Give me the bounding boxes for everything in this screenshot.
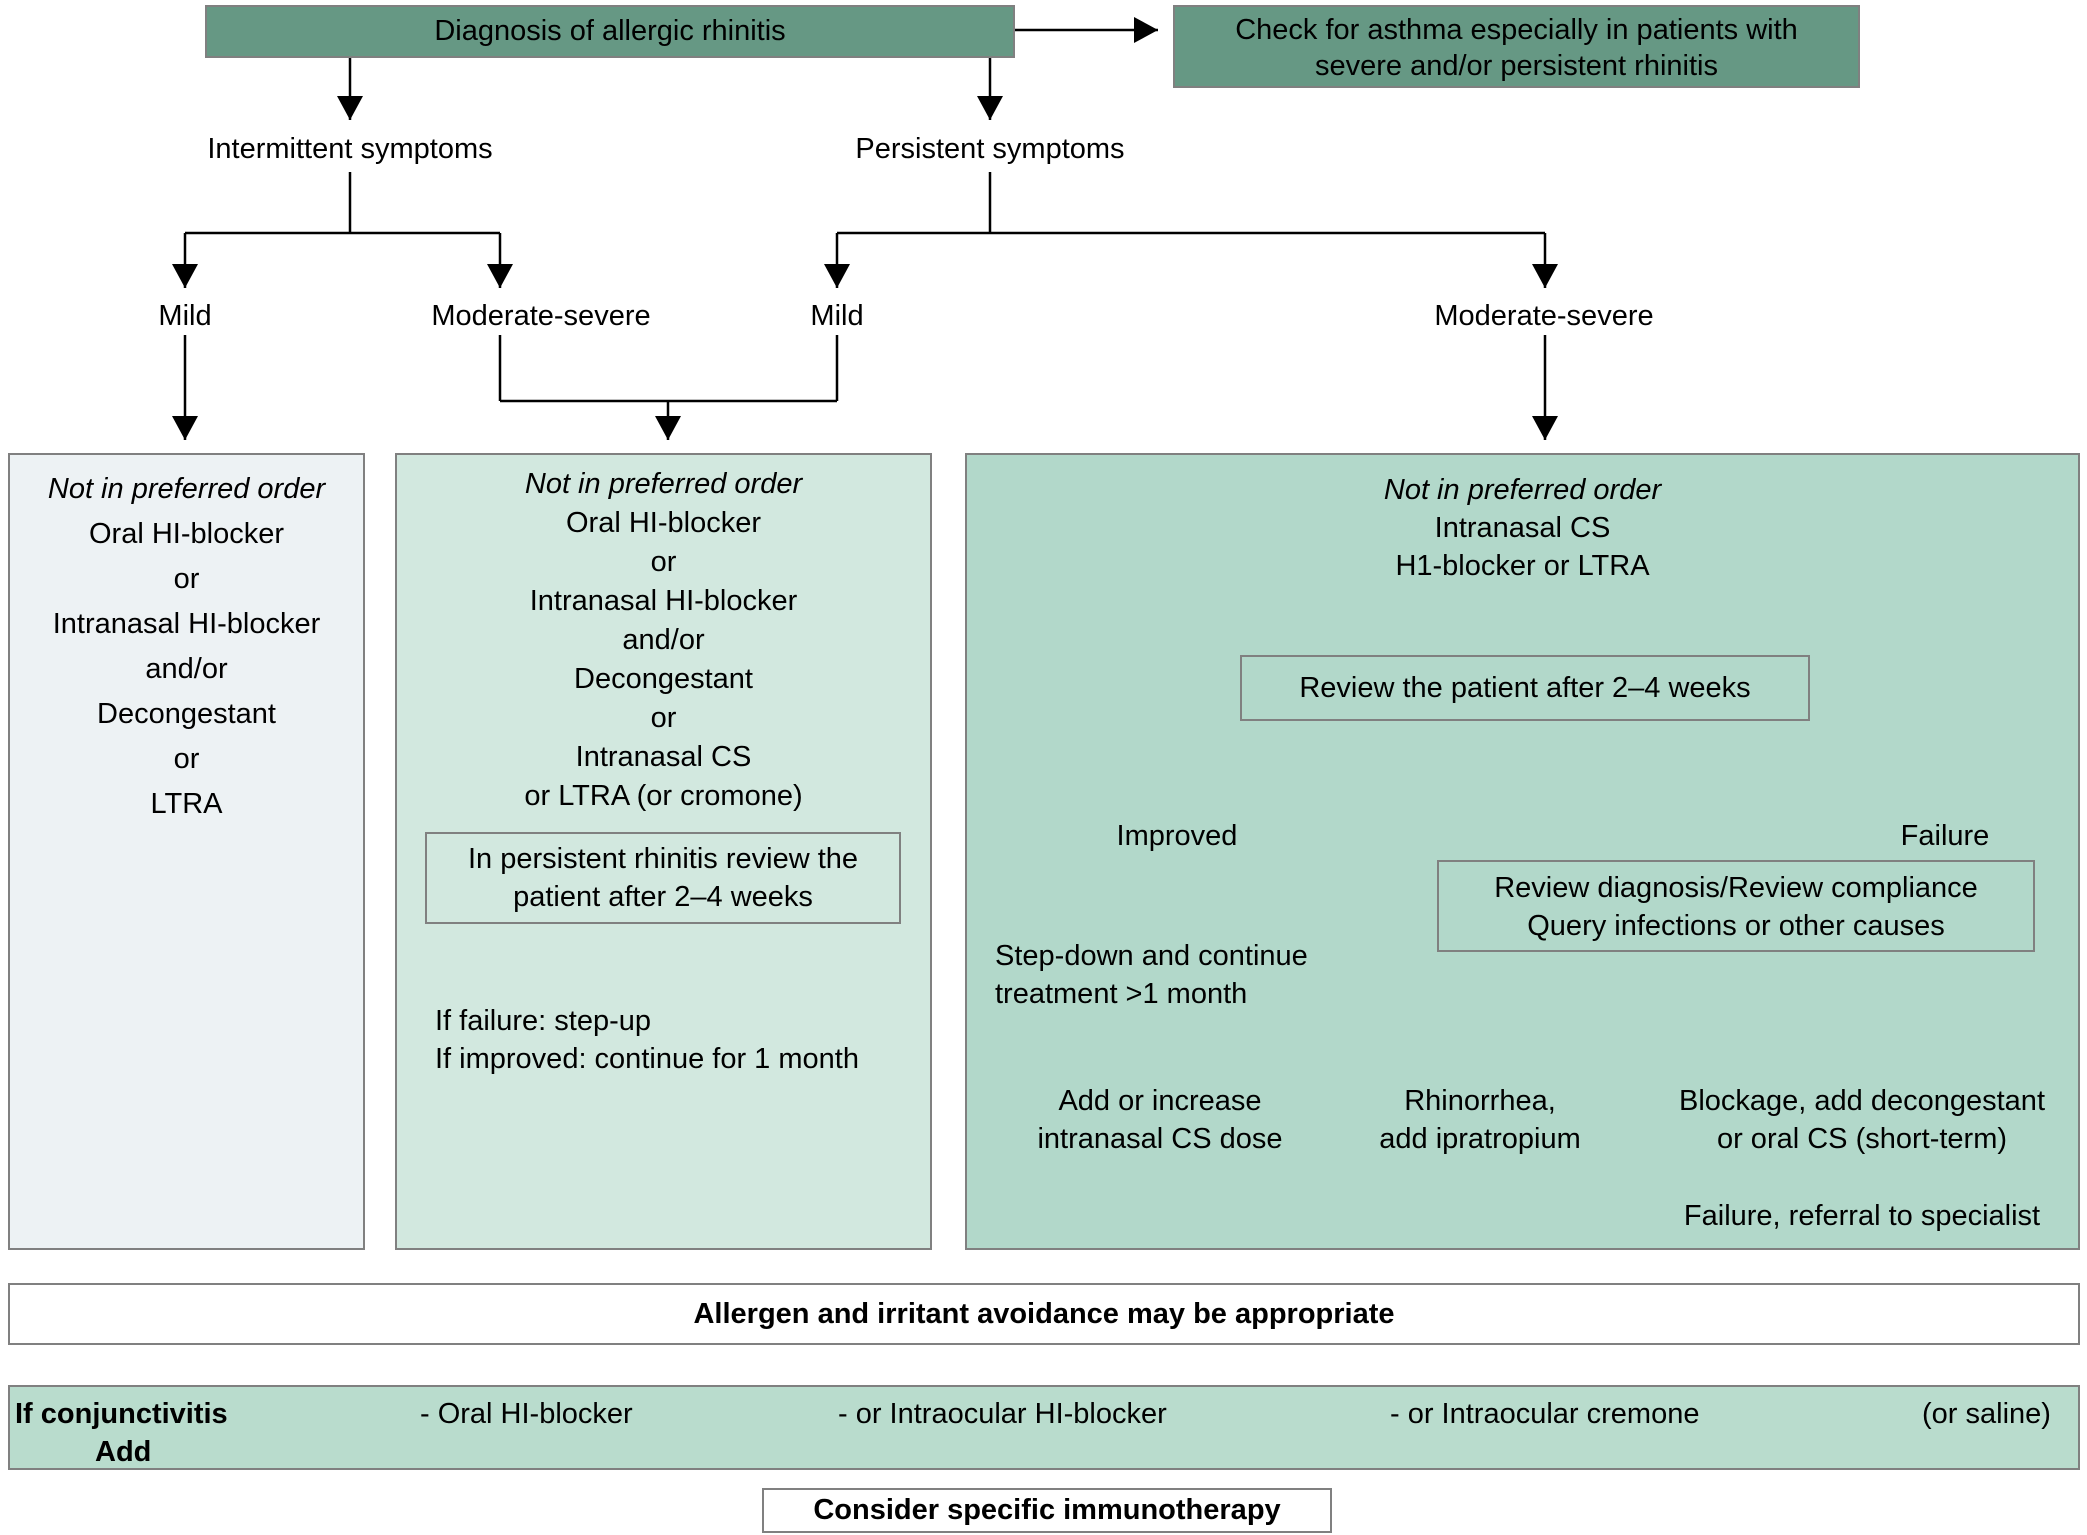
conjunctivitis-item: - Oral HI-blocker	[420, 1398, 633, 1430]
treatment-option: Oral HI-blocker	[89, 518, 284, 550]
branch-line: or oral CS (short-term)	[1716, 1123, 2008, 1155]
failure-review-line: Review diagnosis/Review compliance	[1494, 872, 1978, 904]
mild-intermittent-treatment-list	[8, 467, 365, 827]
treatment-option: or	[173, 563, 200, 595]
asthma-check-line: Check for asthma especially in patients with	[1235, 14, 1798, 46]
treatment-option: Intranasal HI-blocker	[52, 608, 321, 640]
treatment-option: Oral HI-blocker	[566, 507, 761, 539]
stepdown-line: treatment >1 month	[995, 978, 1248, 1010]
final-referral-text: Failure, referral to specialist	[1683, 1200, 2041, 1232]
branch-line: intranasal CS dose	[1037, 1123, 1283, 1155]
branch-line: add ipratropium	[1379, 1123, 1581, 1155]
treatment-option: and/or	[622, 624, 705, 656]
branch-rhinorrhea-ipratropium	[1379, 1082, 1581, 1158]
label-intermittent-symptoms: Intermittent symptoms	[207, 133, 493, 165]
branch-add-increase-cs	[1037, 1082, 1282, 1158]
treatment-option: Intranasal HI-blocker	[529, 585, 798, 617]
treatment-option: or	[650, 546, 677, 578]
middle-treatment-list	[395, 465, 932, 816]
asthma-check-box	[1173, 5, 1860, 88]
outcome-line: If failure: step-up	[435, 1005, 651, 1037]
treatment-option: H1-blocker or LTRA	[1395, 550, 1650, 582]
right-treatment-header	[965, 471, 2080, 585]
improved-label: Improved	[1116, 820, 1238, 852]
failure-review-line: Query infections or other causes	[1527, 910, 1945, 942]
branch-line: Blockage, add decongestant	[1679, 1085, 2045, 1117]
treatment-option: Intranasal CS	[575, 741, 752, 773]
severity-label-modsev-intermittent: Moderate-severe	[431, 300, 651, 332]
severity-label-mild-intermittent: Mild	[158, 300, 212, 332]
severity-label-mild-persistent: Mild	[810, 300, 864, 332]
allergen-avoidance-band: Allergen and irritant avoidance may be appropriate	[8, 1283, 2080, 1345]
persistent-review-note-box	[425, 832, 901, 924]
branch-line: Add or increase	[1058, 1085, 1262, 1117]
review-note-line: patient after 2–4 weeks	[513, 881, 813, 913]
outcome-line: If improved: continue for 1 month	[435, 1043, 859, 1075]
conjunctivitis-item: - or Intraocular HI-blocker	[838, 1398, 1167, 1430]
treatment-option: Decongestant	[97, 698, 276, 730]
treatment-note: Not in preferred order	[1383, 474, 1662, 506]
treatment-option: and/or	[145, 653, 228, 685]
immunotherapy-box: Consider specific immunotherapy	[762, 1488, 1332, 1533]
label-persistent-symptoms: Persistent symptoms	[855, 133, 1125, 165]
treatment-option: Intranasal CS	[1434, 512, 1611, 544]
treatment-option: Decongestant	[574, 663, 753, 695]
severity-label-modsev-persistent: Moderate-severe	[1434, 300, 1654, 332]
conjunctivitis-title: If conjunctivitis	[15, 1398, 228, 1430]
asthma-check-line: severe and/or persistent rhinitis	[1315, 50, 1718, 82]
middle-outcome-text	[435, 1002, 859, 1078]
treatment-option: or	[173, 743, 200, 775]
conjunctivitis-add-label: Add	[95, 1436, 152, 1468]
diagnosis-label: Diagnosis of allergic rhinitis	[434, 15, 786, 47]
failure-review-box	[1437, 860, 2035, 952]
stepdown-line: Step-down and continue	[995, 940, 1308, 972]
review-note-line: In persistent rhinitis review the	[467, 843, 859, 875]
treatment-option: LTRA	[150, 788, 223, 820]
failure-label: Failure	[1900, 820, 1990, 852]
treatment-note: Not in preferred order	[524, 468, 803, 500]
treatment-option: or	[650, 702, 677, 734]
branch-blockage-decongestant	[1679, 1082, 2045, 1158]
treatment-option: or LTRA (or cromone)	[524, 780, 803, 812]
treatment-note: Not in preferred order	[47, 473, 326, 505]
branch-line: Rhinorrhea,	[1404, 1085, 1556, 1117]
diagnosis-box	[205, 5, 1015, 58]
conjunctivitis-item: - or Intraocular cremone	[1390, 1398, 1700, 1430]
stepdown-text	[995, 937, 1308, 1013]
review-patient-box: Review the patient after 2–4 weeks	[1240, 655, 1810, 721]
conjunctivitis-item: (or saline)	[1922, 1398, 2051, 1430]
